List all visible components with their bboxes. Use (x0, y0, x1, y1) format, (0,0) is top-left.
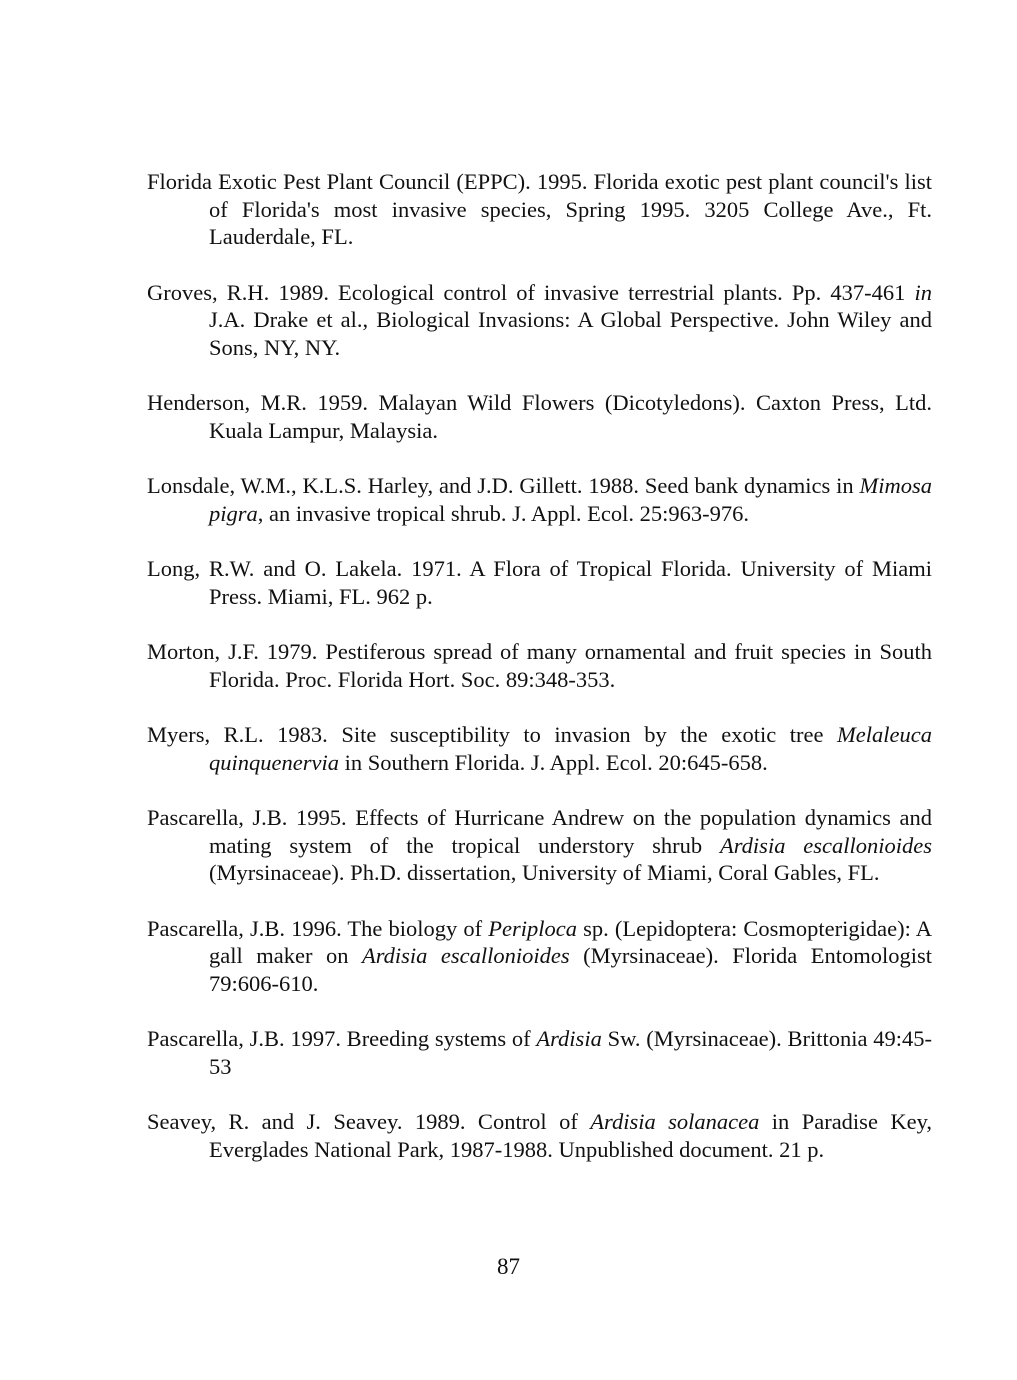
reference-italic-text: Ardisia escallonioides (720, 832, 932, 858)
reference-entry (147, 721, 932, 776)
reference-italic-text: Ardisia solanacea (590, 1109, 760, 1134)
reference-text: , an invasive tropical shrub. J. Appl. Ecol. 25:963-976. (257, 500, 749, 526)
reference-italic-text: Mimosa pigra (209, 473, 932, 526)
reference-italic-text: in (914, 279, 932, 305)
reference-italic-text: Ardisia (536, 1026, 602, 1051)
reference-text: (Myrsinaceae). Ph.D. dissertation, University of Miami, Coral Gables, FL. (209, 860, 880, 885)
reference-text: Sw. (Myrsinaceae). Brittonia 49:45-53 (209, 1026, 933, 1079)
reference-text: Morton, J.F. 1979. Pestiferous spread of many ornamental and fruit species in South Florida. Proc. Florida Hort. Soc. 89:348-353. (147, 639, 932, 692)
reference-entry (147, 555, 932, 610)
reference-entry (147, 1025, 932, 1080)
page-number: 87 (497, 1254, 520, 1279)
reference-text: Long, R.W. and O. Lakela. 1971. A Flora of Tropical Florida. University of Miami Press. Miami, FL. 962 p. (147, 556, 932, 609)
reference-text: Pascarella, J.B. 1996. The biology of (147, 915, 489, 941)
reference-entry (147, 915, 932, 998)
reference-entry (147, 804, 932, 887)
reference-text: J.A. Drake et al., Biological Invasions: A Global Perspective. John Wiley and Sons, NY, NY. (209, 307, 932, 360)
reference-entry (147, 389, 932, 444)
reference-text: in Paradise Key, Everglades National Park, 1987-1988. Unpublished document. 21 p. (209, 1109, 932, 1162)
reference-text: Pascarella, J.B. 1995. Effects of Hurricane Andrew on the population dynamics and mating system of the tropical understory shrub (147, 805, 932, 858)
reference-italic-text: Periploca (488, 915, 577, 941)
reference-text: (Myrsinaceae). Florida Entomologist 79:606-610. (209, 943, 932, 996)
reference-text: Henderson, M.R. 1959. Malayan Wild Flowers (Dicotyledons). Caxton Press, Ltd. Kuala Lampur, Malaysia. (147, 390, 932, 443)
reference-text: Florida Exotic Pest Plant Council (EPPC). 1995. Florida exotic pest plant council's list of Florida's most invasive species, Spring 1995. 3205 College Ave., Ft. Lauderdale, FL. (147, 169, 932, 249)
reference-text: sp. (Lepidoptera: Cosmopterigidae): A gall maker on (209, 915, 933, 968)
reference-text: Lonsdale, W.M., K.L.S. Harley, and J.D. Gillett. 1988. Seed bank dynamics in (147, 473, 860, 498)
reference-text: in Southern Florida. J. Appl. Ecol. 20:645-658. (338, 749, 768, 775)
reference-list (147, 168, 932, 1191)
reference-italic-text: Melaleuca quinquenervia (209, 722, 932, 775)
reference-entry (147, 472, 932, 527)
reference-entry (147, 168, 932, 251)
reference-text: Seavey, R. and J. Seavey. 1989. Control of (147, 1109, 591, 1134)
reference-text: Pascarella, J.B. 1997. Breeding systems of (147, 1026, 537, 1051)
reference-entry (147, 638, 932, 693)
reference-italic-text: Ardisia escallonioides (361, 943, 570, 968)
reference-text: Myers, R.L. 1983. Site susceptibility to invasion by the exotic tree (147, 722, 838, 747)
reference-text: Groves, R.H. 1989. Ecological control of invasive terrestrial plants. Pp. 437-461 (147, 279, 915, 305)
reference-entry (147, 1108, 932, 1163)
reference-entry (147, 279, 932, 362)
